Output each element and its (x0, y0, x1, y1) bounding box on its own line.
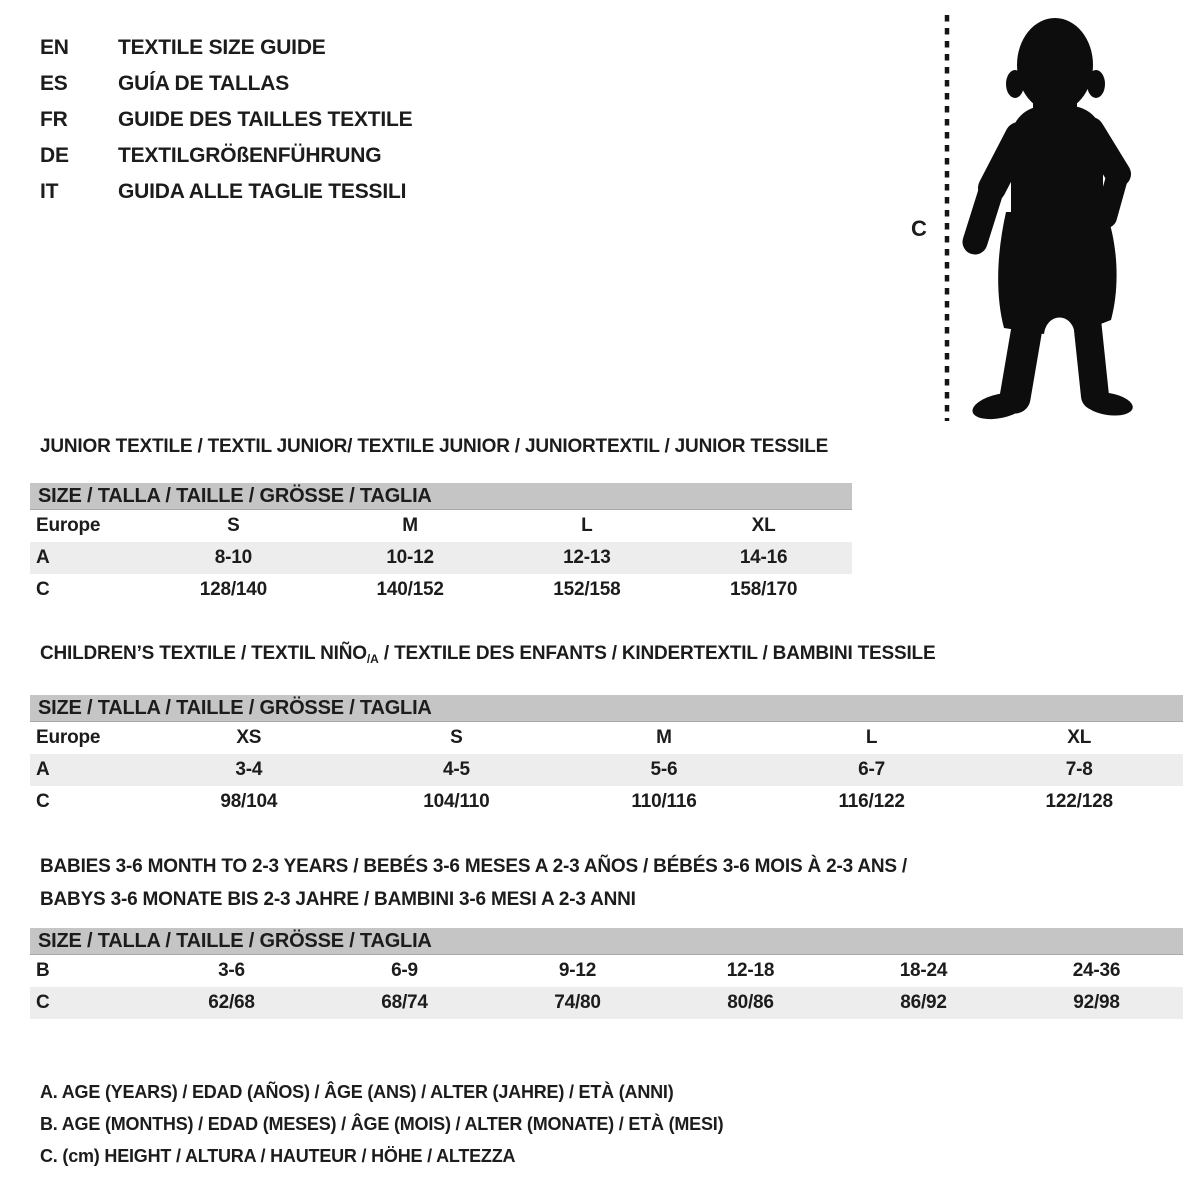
language-code: IT (40, 180, 59, 203)
row-label-cell: C (36, 791, 50, 812)
size-value-cell: 12-18 (726, 960, 775, 981)
footnote-a: A. AGE (YEARS) / EDAD (AÑOS) / ÂGE (ANS) / ALTER (JAHRE) / ETÀ (ANNI) (40, 1082, 674, 1102)
size-value-cell: 92/98 (1010, 987, 1183, 1019)
size-value-cell: 6-9 (391, 960, 418, 981)
size-value-cell: 3-4 (145, 754, 353, 786)
size-row-a (30, 542, 852, 574)
size-value-cell: 9-12 (558, 960, 597, 981)
size-value-cell: XL (1067, 727, 1092, 748)
row-label-cell: B (36, 960, 50, 981)
size-value-cell: 14-16 (675, 542, 852, 574)
row-label-cell: C (30, 987, 145, 1019)
size-value-cell: M (402, 515, 418, 536)
size-value-cell: 24-36 (1072, 960, 1121, 981)
size-value-cell: S (227, 515, 240, 536)
size-header-text: SIZE / TALLA / TAILLE / GRÖSSE / TAGLIA (30, 695, 1183, 722)
height-dashed-line (943, 15, 951, 421)
footnote-c: C. (cm) HEIGHT / ALTURA / HAUTEUR / HÖHE / ALTEZZA (40, 1146, 516, 1166)
junior-size-table (30, 483, 852, 606)
size-row-c (30, 786, 1183, 818)
size-value-cell: 128/140 (199, 579, 268, 600)
language-title-list (40, 30, 412, 210)
children-textile-section (30, 642, 1183, 818)
size-value-cell: 12-13 (499, 542, 676, 574)
language-code: EN (40, 36, 69, 59)
size-value-cell: L (865, 727, 878, 748)
size-value-cell: 98/104 (220, 791, 278, 812)
children-title-sub: /A (366, 652, 379, 666)
baby-figure (895, 10, 1155, 425)
size-value-cell: 104/110 (423, 791, 490, 812)
size-row-europe (30, 722, 1183, 755)
children-title-post: / TEXTILE DES ENFANTS / KINDERTEXTIL / BAMBINI TESSILE (378, 643, 936, 664)
language-row (40, 138, 412, 174)
size-row-b (30, 955, 1183, 988)
size-header-bar (30, 695, 1183, 722)
size-value-cell: 86/92 (837, 987, 1010, 1019)
row-label-cell: A (30, 754, 145, 786)
size-value-cell: XS (236, 727, 262, 748)
size-value-cell: 122/128 (1045, 791, 1113, 812)
size-value-cell: L (581, 515, 593, 536)
size-value-cell: S (450, 727, 463, 748)
baby-silhouette-icon (959, 12, 1143, 424)
language-guide-title: GUÍA DE TALLAS (118, 72, 290, 95)
size-value-cell: 7-8 (975, 754, 1183, 786)
size-value-cell: 5-6 (560, 754, 768, 786)
size-value-cell: XL (751, 515, 776, 536)
row-label-cell: C (36, 579, 50, 600)
size-row-c (30, 574, 852, 606)
size-header-bar (30, 483, 852, 510)
size-value-cell: 110/116 (631, 791, 697, 812)
language-code: ES (40, 72, 68, 95)
footnotes (40, 1076, 723, 1172)
size-header-bar (30, 928, 1183, 955)
size-row-a (30, 754, 1183, 786)
language-guide-title: TEXTILGRÖßENFÜHRUNG (118, 144, 382, 167)
row-label-cell: Europe (36, 727, 101, 748)
babies-size-table (30, 928, 1183, 1019)
language-guide-title: GUIDE DES TAILLES TEXTILE (118, 108, 413, 131)
size-header-text: SIZE / TALLA / TAILLE / GRÖSSE / TAGLIA (30, 483, 852, 510)
row-label-cell: A (30, 542, 145, 574)
footnote-b: B. AGE (MONTHS) / EDAD (MESES) / ÂGE (MOIS) / ALTER (MONATE) / ETÀ (MESI) (40, 1114, 724, 1134)
size-value-cell: 152/158 (553, 579, 621, 600)
size-value-cell: 116/122 (838, 791, 905, 812)
height-measure-label: C (911, 216, 927, 241)
size-value-cell: 158/170 (729, 579, 798, 600)
language-row (40, 30, 412, 66)
babies-section-title-line2: BABYS 3-6 MONATE BIS 2-3 JAHRE / BAMBINI 3-6 MESI A 2-3 ANNI (40, 889, 636, 910)
junior-textile-section (30, 435, 852, 606)
junior-section-title: JUNIOR TEXTILE / TEXTIL JUNIOR/ TEXTILE JUNIOR / JUNIORTEXTIL / JUNIOR TESSILE (40, 436, 829, 457)
language-guide-title: TEXTILE SIZE GUIDE (118, 36, 326, 59)
children-section-title (40, 642, 1183, 671)
size-value-cell: M (656, 727, 672, 748)
language-row (40, 66, 412, 102)
size-value-cell: 10-12 (322, 542, 499, 574)
language-row (40, 174, 412, 210)
size-row-c (30, 987, 1183, 1019)
babies-section-title-line1: BABIES 3-6 MONTH TO 2-3 YEARS / BEBÉS 3-6 MESES A 2-3 AÑOS / BÉBÉS 3-6 MOIS À 2-3 ANS / (40, 856, 908, 877)
language-guide-title: GUIDA ALLE TAGLIE TESSILI (118, 180, 407, 203)
children-size-table (30, 695, 1183, 818)
size-value-cell: 62/68 (145, 987, 318, 1019)
size-value-cell: 3-6 (218, 960, 245, 981)
language-code: FR (40, 108, 68, 131)
size-value-cell: 6-7 (768, 754, 976, 786)
size-value-cell: 140/152 (376, 579, 444, 600)
size-row-europe (30, 510, 852, 543)
size-header-text: SIZE / TALLA / TAILLE / GRÖSSE / TAGLIA (30, 928, 1183, 955)
row-label-cell: Europe (36, 515, 101, 536)
size-value-cell: 74/80 (491, 987, 664, 1019)
size-value-cell: 4-5 (353, 754, 561, 786)
language-row (40, 102, 412, 138)
children-title-pre: CHILDREN’S TEXTILE / TEXTIL NIÑO (40, 643, 367, 664)
size-value-cell: 8-10 (145, 542, 322, 574)
size-value-cell: 68/74 (318, 987, 491, 1019)
language-code: DE (40, 144, 69, 167)
babies-textile-section (30, 850, 1183, 1019)
size-value-cell: 80/86 (664, 987, 837, 1019)
size-value-cell: 18-24 (899, 960, 948, 981)
